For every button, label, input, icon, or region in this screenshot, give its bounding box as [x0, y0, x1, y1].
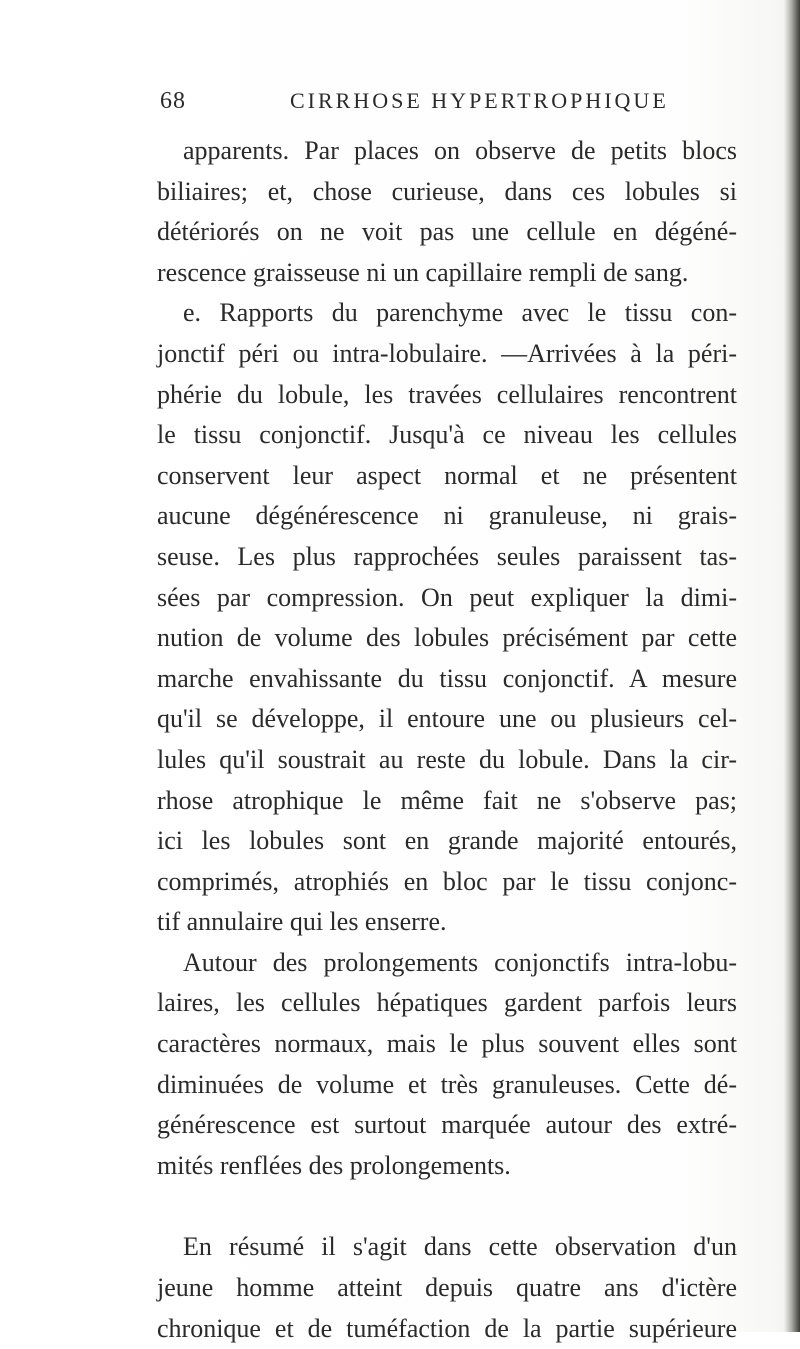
text-line: aucune dégénérescence ni granuleuse, ni grais- — [157, 501, 737, 531]
text-line: rescence graisseuse ni un capillaire rempli de sang. — [157, 257, 689, 287]
text-line: ici les lobules sont en grande majorité entourés, — [157, 826, 737, 856]
text-line: laires, les cellules hépatiques gardent parfois leurs — [157, 988, 737, 1018]
text-line: lules qu'il soustrait au reste du lobule. Dans la cir- — [157, 744, 737, 774]
text-line: jonctif péri ou intra-lobulaire. —Arrivées à la péri- — [157, 338, 737, 368]
text-line: sées par compression. On peut expliquer la dimi- — [157, 582, 737, 612]
text-line: chronique et de tuméfaction de la partie supérieure — [157, 1313, 737, 1343]
text-line: détériorés on ne voit pas une cellule en dégéné- — [157, 217, 737, 247]
text-line: comprimés, atrophiés en bloc par le tissu conjonc- — [157, 866, 737, 896]
page-edge-shadow — [784, 0, 800, 1332]
text-line: diminuées de volume et très granuleuses. Cette dé- — [157, 1069, 737, 1099]
text-line: le tissu conjonctif. Jusqu'à ce niveau les cellules — [157, 420, 737, 450]
paragraph-gap — [157, 1186, 737, 1227]
text-line: apparents. Par places on observe de petits blocs — [183, 136, 737, 165]
text-line: En résumé il s'agit dans cette observation d'un — [183, 1232, 737, 1262]
text-line: jeune homme atteint depuis quatre ans d'ictère — [157, 1273, 737, 1303]
page-header — [160, 88, 740, 128]
text-line: caractères normaux, mais le plus souvent elles sont — [157, 1029, 737, 1059]
text-line: nution de volume des lobules précisément par cette — [157, 623, 737, 653]
text-line: marche envahissante du tissu conjonctif. A mesure — [157, 663, 737, 693]
text-line: rhose atrophique le même fait ne s'observe pas; — [157, 785, 737, 815]
body-text — [157, 131, 737, 1349]
text-line: qu'il se développe, il entoure une ou plusieurs cel- — [157, 704, 737, 734]
running-title: CIRRHOSE HYPERTROPHIQUE — [290, 88, 669, 113]
text-line: phérie du lobule, les travées cellulaires rencontrent — [157, 379, 737, 409]
text-line: tif annulaire qui les enserre. — [157, 907, 447, 937]
text-line: seuse. Les plus rapprochées seules paraissent tas- — [157, 541, 737, 571]
page-number: 68 — [160, 88, 186, 114]
text-line: Autour des prolongements conjonctifs intra-lobu- — [183, 947, 737, 977]
text-line: conservent leur aspect normal et ne présentent — [157, 460, 737, 490]
text-line: biliaires; et, chose curieuse, dans ces lobules si — [157, 176, 737, 206]
text-line: générescence est surtout marquée autour des extré- — [157, 1110, 737, 1140]
section-heading-line: e. Rapports du parenchyme avec le tissu con- — [183, 298, 737, 328]
text-line: mités renflées des prolongements. — [157, 1150, 511, 1180]
